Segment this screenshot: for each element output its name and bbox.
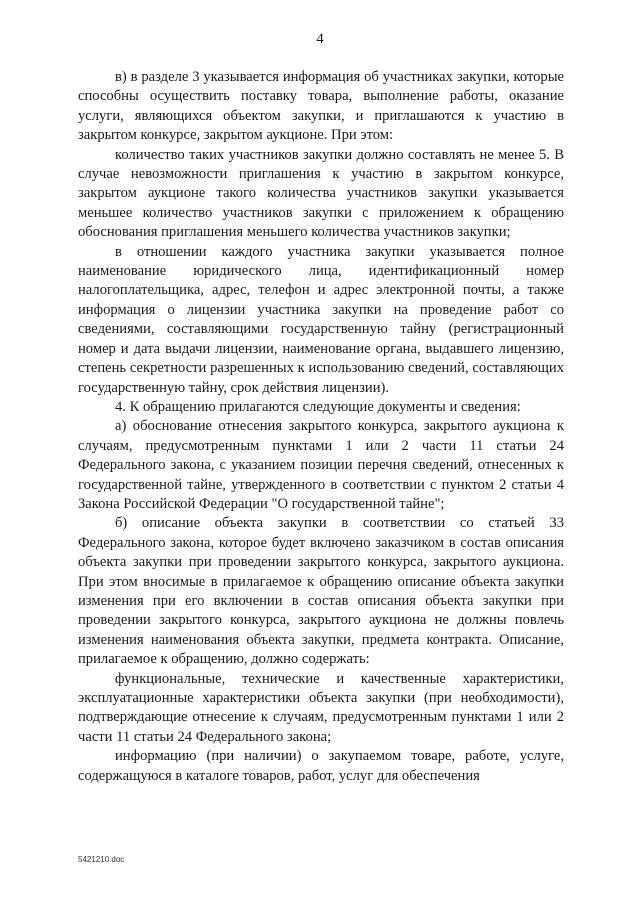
paragraph-item-a-justification: а) обоснование отнесения закрытого конкурса, закрытого аукциона к случаям, предусмотренным пунктами 1 или 2 части 11 статьи 24 Федерального закона, с указанием позиции перечня сведений, отнесенных к государственной тайне, утвержденного в соответствии с пунктом 2 статьи 4 Закона Российской Федерации "О государственной тайне";: [78, 418, 564, 512]
paragraph-item-b-description: б) описание объекта закупки в соответствии со статьей 33 Федерального закона, которое будет включено заказчиком в состав описания объекта закупки при проведении закрытого конкурса, закрытого аукциона. При этом вносимые в прилагаемое к обращению описание объекта закупки изменения при его включении в состав описания объекта закупки при проведении закрытого конкурса, закрытого аукциона не должны повлечь изменения наименования объекта закупки, предмета контракта. Описание, прилагаемое к обращению, должно содержать:: [78, 515, 564, 668]
paragraph-participant-details: в отношении каждого участника закупки указывается полное наименование юридического лица, идентификационный номер налогоплательщика, адрес, телефон и адрес электронной почты, а также информация о лицензии участника закупки на проведение работ со сведениями, составляющими государственную тайну (регистрационный номер и дата выдачи лицензии, наименование органа, выдавшего лицензию, степень секретности разрешенных к использованию сведений, составляющих государственную тайну, срок действия лицензии).: [78, 243, 564, 396]
paragraph-catalog-info: информацию (при наличии) о закупаемом товаре, работе, услуге, содержащуюся в каталоге товаров, работ, услуг для обеспечения: [78, 748, 564, 784]
document-file-code: 5421210.doc: [78, 855, 125, 864]
page-number: 4: [316, 31, 324, 47]
paragraph-characteristics: функциональные, технические и качественные характеристики, эксплуатационные характеристики объекта закупки (при необходимости), подтверждающие отнесение к случаям, предусмотренным пунктами 1 или 2 части 11 статьи 24 Федерального закона;: [78, 670, 564, 745]
document-body: [78, 68, 564, 786]
paragraph-item-4-attachments: 4. К обращению прилагаются следующие документы и сведения:: [115, 398, 521, 415]
paragraph-participant-count: количество таких участников закупки должно составлять не менее 5. В случае невозможности приглашения к участию в закрытом конкурсе, закрытом аукционе такого количества участников закупки указывается меньшее количество участников закупки с приложением к обращению обоснования приглашения меньшего количества участников закупки;: [78, 146, 564, 241]
paragraph-section-3-participants: в) в разделе 3 указывается информация об участниках закупки, которые способны осуществить поставку товара, выполнение работы, оказание услуги, являющихся объектом закупки, и приглашаются к участию в закрытом конкурсе, закрытом аукционе. При этом:: [78, 69, 564, 144]
